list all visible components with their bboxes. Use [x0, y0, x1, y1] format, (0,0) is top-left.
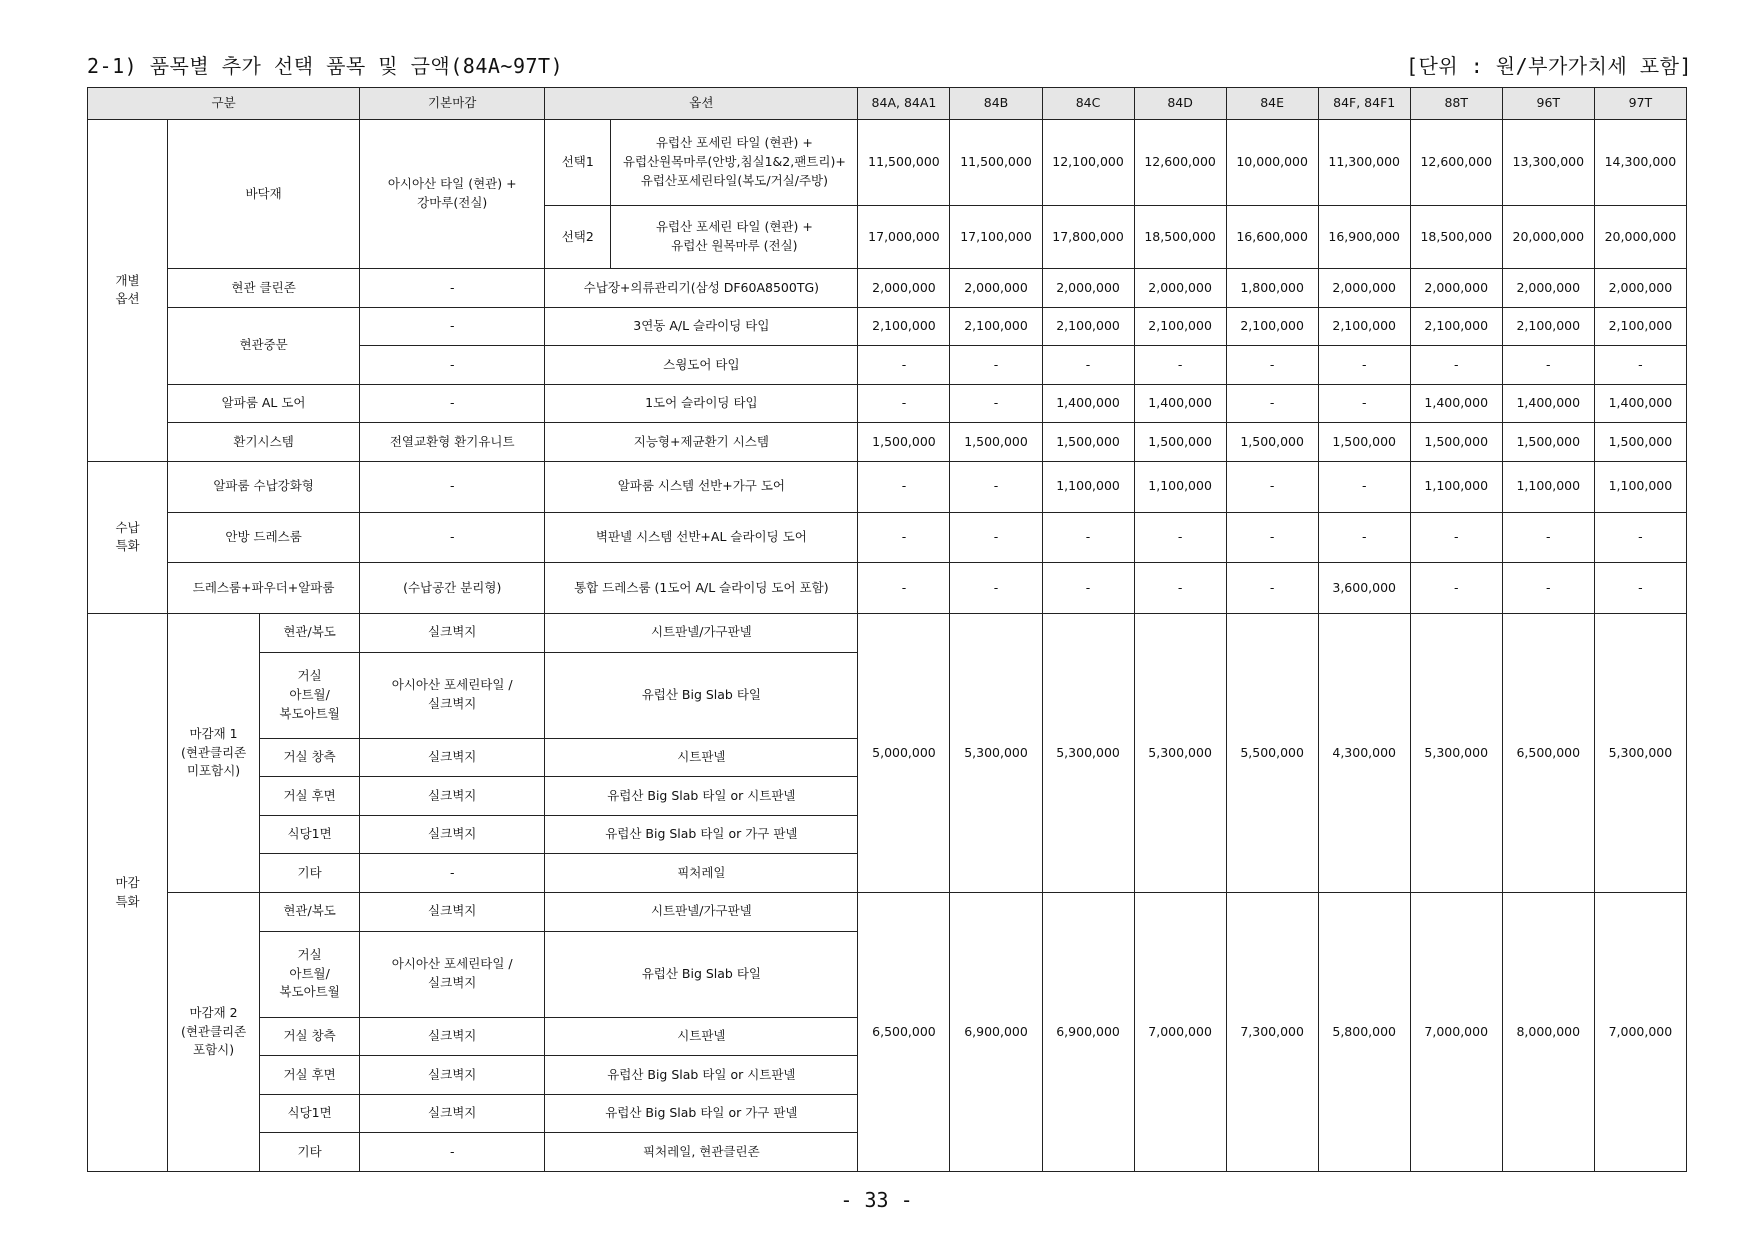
price-cell: 20,000,000: [1502, 206, 1594, 269]
base-finish: 실크벽지: [360, 614, 545, 653]
base-finish: 실크벽지: [360, 892, 545, 931]
table-row: [88, 461, 1687, 512]
option-desc: 알파룸 시스템 선반+가구 도어: [545, 461, 858, 512]
option-desc: 벽판넬 시스템 선반+AL 슬라이딩 도어: [545, 512, 858, 563]
base-finish: 실크벽지: [360, 777, 545, 816]
option-desc: 1도어 슬라이딩 타입: [545, 384, 858, 423]
header-type: 88T: [1410, 88, 1502, 120]
price-cell: 14,300,000: [1594, 120, 1686, 206]
table-row: [88, 384, 1687, 423]
price-cell: -: [1134, 563, 1226, 614]
price-cell: 2,100,000: [1594, 307, 1686, 346]
price-cell: 1,500,000: [1502, 423, 1594, 462]
price-cell: 2,100,000: [1318, 307, 1410, 346]
price-cell: 1,500,000: [950, 423, 1042, 462]
price-cell: 3,600,000: [1318, 563, 1410, 614]
header-type: 84D: [1134, 88, 1226, 120]
base-finish: 전열교환형 환기유니트: [360, 423, 545, 462]
price-cell: -: [1502, 346, 1594, 385]
table-row: [88, 307, 1687, 346]
unit-note: [단위 : 원/부가가치세 포함]: [1406, 54, 1692, 78]
finish-location: 기타: [260, 854, 360, 893]
item-name: 알파룸 AL 도어: [168, 384, 360, 423]
group-individual-options: 개별 옵션: [88, 120, 168, 462]
price-cell: 2,000,000: [1318, 269, 1410, 308]
price-cell: 20,000,000: [1594, 206, 1686, 269]
price-cell: 2,100,000: [950, 307, 1042, 346]
option-desc: 시트판넬: [545, 738, 858, 777]
option-desc: 유럽산 Big Slab 타일 or 가구 판넬: [545, 1094, 858, 1133]
price-cell: 16,900,000: [1318, 206, 1410, 269]
price-cell: 2,100,000: [858, 307, 950, 346]
finish-location: 현관/복도: [260, 892, 360, 931]
header-type: 84A, 84A1: [858, 88, 950, 120]
price-cell: 2,000,000: [858, 269, 950, 308]
header-type: 97T: [1594, 88, 1686, 120]
finish-location: 기타: [260, 1133, 360, 1172]
price-cell: -: [1318, 512, 1410, 563]
price-cell: -: [1226, 563, 1318, 614]
table-row: [88, 563, 1687, 614]
item-name: 환기시스템: [168, 423, 360, 462]
price-cell: 1,400,000: [1134, 384, 1226, 423]
price-cell: 12,100,000: [1042, 120, 1134, 206]
header-type: 84C: [1042, 88, 1134, 120]
header-type: 96T: [1502, 88, 1594, 120]
price-cell: 12,600,000: [1134, 120, 1226, 206]
price-cell: 1,500,000: [1318, 423, 1410, 462]
price-cell: 17,100,000: [950, 206, 1042, 269]
price-cell: 1,500,000: [1134, 423, 1226, 462]
item-name: 안방 드레스룸: [168, 512, 360, 563]
price-cell: -: [1410, 346, 1502, 385]
header-category: 구분: [88, 88, 360, 120]
item-name: 현관 클린존: [168, 269, 360, 308]
price-cell: 2,100,000: [1134, 307, 1226, 346]
option-desc: 수납장+의류관리기(삼성 DF60A8500TG): [545, 269, 858, 308]
price-cell: 11,500,000: [950, 120, 1042, 206]
price-cell: 1,100,000: [1502, 461, 1594, 512]
table-row: [88, 120, 1687, 206]
price-cell: -: [1410, 563, 1502, 614]
base-finish: 실크벽지: [360, 1094, 545, 1133]
item-name: 알파룸 수납강화형: [168, 461, 360, 512]
price-cell: 7,000,000: [1594, 892, 1686, 1171]
base-finish: -: [360, 461, 545, 512]
option-desc: 유럽산 Big Slab 타일: [545, 931, 858, 1017]
finish-package-name: 마감재 2 (현관클리존 포함시): [168, 892, 260, 1171]
price-cell: -: [950, 346, 1042, 385]
table-row: [88, 269, 1687, 308]
price-cell: 17,000,000: [858, 206, 950, 269]
price-cell: -: [1226, 384, 1318, 423]
finish-location: 식당1면: [260, 815, 360, 854]
price-cell: 1,400,000: [1042, 384, 1134, 423]
price-cell: 1,400,000: [1502, 384, 1594, 423]
base-finish: 아시아산 타일 (현관) + 강마루(전실): [360, 120, 545, 269]
finish-location: 거실 아트월/ 복도아트월: [260, 931, 360, 1017]
price-cell: 13,300,000: [1502, 120, 1594, 206]
price-cell: -: [1318, 384, 1410, 423]
option-desc: 유럽산 Big Slab 타일 or 시트판넬: [545, 777, 858, 816]
option-desc: 유럽산 Big Slab 타일 or 가구 판넬: [545, 815, 858, 854]
price-cell: 2,000,000: [1594, 269, 1686, 308]
option-desc: 통합 드레스룸 (1도어 A/L 슬라이딩 도어 포함): [545, 563, 858, 614]
price-cell: 5,300,000: [950, 614, 1042, 893]
price-cell: 1,100,000: [1410, 461, 1502, 512]
price-cell: -: [1134, 346, 1226, 385]
price-cell: 1,800,000: [1226, 269, 1318, 308]
finish-location: 거실 아트월/ 복도아트월: [260, 652, 360, 738]
price-cell: -: [1594, 346, 1686, 385]
price-cell: 1,400,000: [1594, 384, 1686, 423]
table-row: [88, 423, 1687, 462]
price-cell: -: [950, 384, 1042, 423]
price-cell: 7,300,000: [1226, 892, 1318, 1171]
price-cell: 1,500,000: [1594, 423, 1686, 462]
price-cell: 1,400,000: [1410, 384, 1502, 423]
price-cell: 17,800,000: [1042, 206, 1134, 269]
option-desc: 유럽산 포세린 타일 (현관) + 유럽산 원목마루 (전실): [611, 206, 858, 269]
item-name: 현관중문: [168, 307, 360, 384]
base-finish: 아시아산 포세린타일 / 실크벽지: [360, 931, 545, 1017]
table-row: [88, 892, 1687, 931]
base-finish: -: [360, 346, 545, 385]
price-cell: 2,100,000: [1226, 307, 1318, 346]
price-cell: 1,500,000: [1042, 423, 1134, 462]
price-cell: -: [1502, 512, 1594, 563]
base-finish: 실크벽지: [360, 738, 545, 777]
choice-label: 선택2: [545, 206, 611, 269]
base-finish: -: [360, 1133, 545, 1172]
price-cell: 5,500,000: [1226, 614, 1318, 893]
price-cell: 5,300,000: [1594, 614, 1686, 893]
table-row: [88, 512, 1687, 563]
price-cell: 6,500,000: [1502, 614, 1594, 893]
price-cell: 5,800,000: [1318, 892, 1410, 1171]
price-cell: 7,000,000: [1410, 892, 1502, 1171]
price-cell: -: [858, 346, 950, 385]
base-finish: -: [360, 269, 545, 308]
item-name: 바닥재: [168, 120, 360, 269]
option-desc: 시트판넬/가구판넬: [545, 614, 858, 653]
price-cell: 2,100,000: [1042, 307, 1134, 346]
price-cell: -: [950, 563, 1042, 614]
price-cell: 16,600,000: [1226, 206, 1318, 269]
header-option: 옵션: [545, 88, 858, 120]
price-cell: -: [858, 461, 950, 512]
price-cell: 5,300,000: [1410, 614, 1502, 893]
option-desc: 스윙도어 타입: [545, 346, 858, 385]
price-cell: -: [1042, 512, 1134, 563]
base-finish: 아시아산 포세린타일 / 실크벽지: [360, 652, 545, 738]
price-cell: 1,100,000: [1594, 461, 1686, 512]
price-cell: -: [858, 563, 950, 614]
price-cell: 2,000,000: [950, 269, 1042, 308]
price-cell: 10,000,000: [1226, 120, 1318, 206]
price-cell: -: [1226, 461, 1318, 512]
header-base: 기본마감: [360, 88, 545, 120]
base-finish: -: [360, 854, 545, 893]
base-finish: 실크벽지: [360, 1056, 545, 1095]
price-cell: -: [950, 461, 1042, 512]
price-cell: -: [1042, 563, 1134, 614]
price-cell: 2,000,000: [1134, 269, 1226, 308]
table-row: [88, 614, 1687, 653]
option-price-table: [87, 87, 1687, 1172]
price-cell: 1,500,000: [1410, 423, 1502, 462]
finish-location: 거실 후면: [260, 1056, 360, 1095]
option-desc: 시트판넬/가구판넬: [545, 892, 858, 931]
price-cell: -: [950, 512, 1042, 563]
base-finish: -: [360, 384, 545, 423]
price-cell: 5,000,000: [858, 614, 950, 893]
price-cell: -: [1410, 512, 1502, 563]
choice-label: 선택1: [545, 120, 611, 206]
price-cell: 6,900,000: [950, 892, 1042, 1171]
price-cell: 6,900,000: [1042, 892, 1134, 1171]
option-desc: 유럽산 포세린 타일 (현관) + 유럽산원목마루(안방,침실1&2,팬트리)+ 유럽산포세린타일(복도/거실/주방): [611, 120, 858, 206]
price-cell: 1,100,000: [1134, 461, 1226, 512]
price-cell: 5,300,000: [1134, 614, 1226, 893]
price-cell: 2,000,000: [1502, 269, 1594, 308]
section-heading: 2-1) 품목별 추가 선택 품목 및 금액(84A~97T): [87, 54, 564, 78]
price-cell: 2,100,000: [1410, 307, 1502, 346]
option-desc: 지능형+제균환기 시스템: [545, 423, 858, 462]
price-cell: -: [1502, 563, 1594, 614]
option-desc: 유럽산 Big Slab 타일 or 시트판넬: [545, 1056, 858, 1095]
price-cell: 2,100,000: [1502, 307, 1594, 346]
price-cell: -: [1134, 512, 1226, 563]
price-cell: 11,500,000: [858, 120, 950, 206]
price-cell: -: [858, 384, 950, 423]
price-cell: 11,300,000: [1318, 120, 1410, 206]
price-cell: 2,000,000: [1410, 269, 1502, 308]
price-cell: -: [1318, 461, 1410, 512]
finish-location: 거실 창측: [260, 738, 360, 777]
option-desc: 3연동 A/L 슬라이딩 타입: [545, 307, 858, 346]
price-cell: 2,000,000: [1042, 269, 1134, 308]
price-cell: 5,300,000: [1042, 614, 1134, 893]
option-desc: 픽처레일: [545, 854, 858, 893]
option-desc: 시트판넬: [545, 1017, 858, 1056]
base-finish: (수납공간 분리형): [360, 563, 545, 614]
price-cell: 8,000,000: [1502, 892, 1594, 1171]
finish-location: 거실 창측: [260, 1017, 360, 1056]
group-finish: 마감 특화: [88, 614, 168, 1172]
price-cell: 6,500,000: [858, 892, 950, 1171]
price-cell: 12,600,000: [1410, 120, 1502, 206]
group-storage: 수납 특화: [88, 461, 168, 613]
price-cell: 18,500,000: [1410, 206, 1502, 269]
price-cell: 4,300,000: [1318, 614, 1410, 893]
price-cell: 1,500,000: [1226, 423, 1318, 462]
base-finish: -: [360, 307, 545, 346]
base-finish: 실크벽지: [360, 815, 545, 854]
header-type: 84E: [1226, 88, 1318, 120]
header-type: 84B: [950, 88, 1042, 120]
price-cell: -: [1594, 512, 1686, 563]
price-cell: 1,100,000: [1042, 461, 1134, 512]
price-cell: -: [1594, 563, 1686, 614]
item-name: 드레스룸+파우더+알파룸: [168, 563, 360, 614]
price-cell: -: [1226, 512, 1318, 563]
price-cell: -: [1226, 346, 1318, 385]
price-cell: 7,000,000: [1134, 892, 1226, 1171]
page-number: - 33 -: [840, 1188, 913, 1212]
finish-location: 식당1면: [260, 1094, 360, 1133]
header-type: 84F, 84F1: [1318, 88, 1410, 120]
finish-location: 거실 후면: [260, 777, 360, 816]
price-cell: 18,500,000: [1134, 206, 1226, 269]
base-finish: 실크벽지: [360, 1017, 545, 1056]
price-cell: 1,500,000: [858, 423, 950, 462]
option-desc: 픽처레일, 현관클린존: [545, 1133, 858, 1172]
table-row: [88, 88, 1687, 120]
finish-location: 현관/복도: [260, 614, 360, 653]
base-finish: -: [360, 512, 545, 563]
option-desc: 유럽산 Big Slab 타일: [545, 652, 858, 738]
price-cell: -: [1042, 346, 1134, 385]
price-cell: -: [858, 512, 950, 563]
price-cell: -: [1318, 346, 1410, 385]
finish-package-name: 마감재 1 (현관클리존 미포함시): [168, 614, 260, 893]
